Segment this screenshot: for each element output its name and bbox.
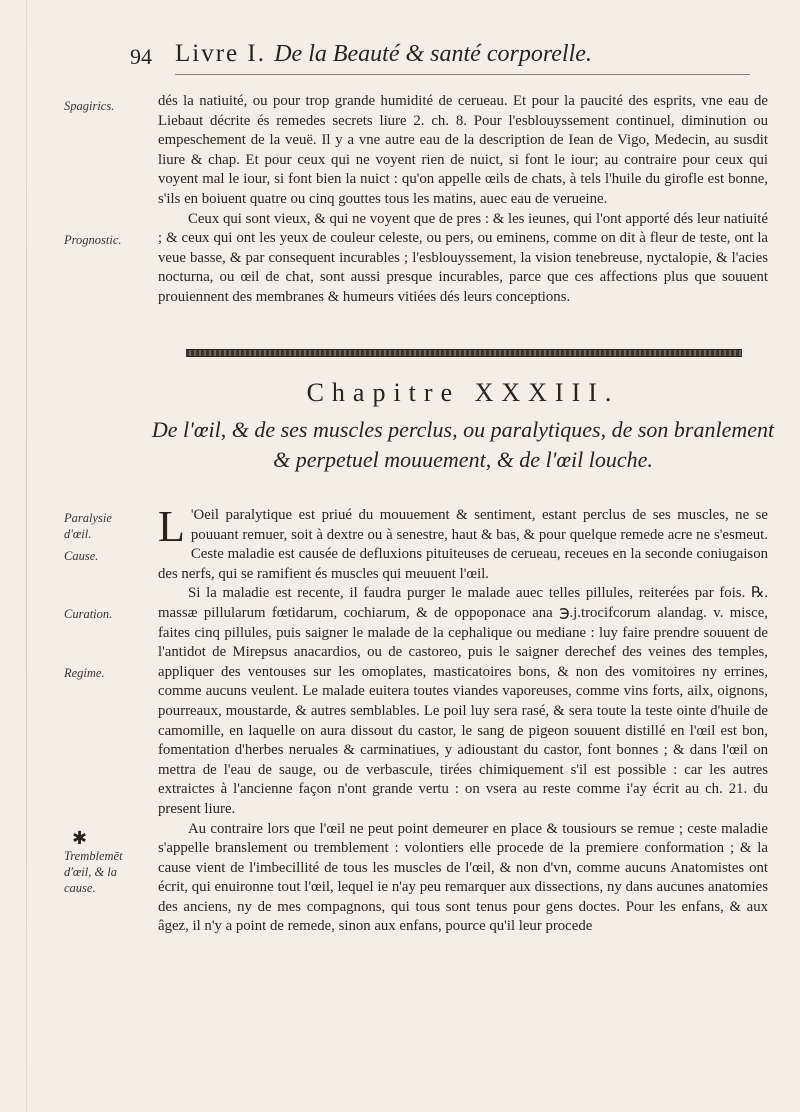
chapter-paragraph-1-text: 'Oeil paralytique est priué du mouuement & sentiment, estant perclus de ses muscles, ne se pouuant remuer, soit à dextre ou à senestre, haut & bas, & pour quelque remede acre ne s'esmeut. Ceste maladie est causée de defluxions pituiteuses de cerueau, receues en la seconde coniugaison des nerfs, qui se ramifient és muscles qui meuuent l'œil.	[158, 507, 768, 582]
margin-note-curation: Curation.	[64, 607, 113, 621]
top-text	[158, 92, 768, 308]
margin-note-trembling: Tremblemēt d'œil, & la cause.	[64, 849, 123, 895]
head-rule	[175, 74, 750, 75]
asterisk-mark: ✱	[72, 828, 88, 849]
top-paragraph-1: dés la natiuité, ou pour trop grande humidité de cerueau. Et pour la paucité des esprits, vne eau de Liebaut décrite és remedes secrets liure 2. ch. 8. Pour l'esblouyssement continuel, diminution ou empeschement de la veuë. Il y a vne autre eau de la description de Iean de Vigo, Medecin, au susdit liure & chap. Et pour ceux qui ne voyent rien de nuict, si font le iour; au contraire pour ceux qui voyent mal le iour, si font bien la nuict : qu'on appelle œils de chats, à tels l'huile du girofle est bonne, s'ils en boiuent quatre ou cinq gouttes tous les matins, auec eau de verueine.	[158, 93, 768, 207]
running-title	[175, 40, 592, 68]
chapter-paragraph-1	[158, 502, 768, 584]
margin-note-spagiric: Spagirics.	[64, 99, 115, 113]
drop-cap: L	[158, 502, 185, 551]
binding-shadow	[26, 0, 27, 1112]
book-title: De la Beauté & santé corporelle.	[274, 41, 592, 67]
ornamental-rule	[186, 349, 742, 357]
margin-note-paralysis: Paralysie d'œil.	[64, 511, 112, 541]
margin-note-cause: Cause.	[64, 549, 99, 563]
book-label: Livre I.	[175, 40, 266, 67]
chapter-subtitle: De l'œil, & de ses muscles perclus, ou paralytiques, de son branlement & perpetuel mouuement, & de l'œil louche.	[151, 417, 775, 472]
top-paragraph-2: Ceux qui sont vieux, & qui ne voyent que de pres : & les ieunes, qui l'ont apporté dés leur natiuité ; & ceux qui ont les yeux de couleur celeste, ou pers, ou eminens, comme on dit à fleur de teste, ont la veue basse, & par consequent incurables ; l'esblouyssement, la vision tenebreuse, nyctalopie, & l'acies nocturna, ou œil de chat, sont aussi presque incurables, parce que ces affections plus que souuent prouiennent des membranes & humeurs vitiées dés leurs conceptions.	[158, 210, 768, 305]
margin-note-prognostic: Prognostic.	[64, 233, 122, 247]
chapter-text	[158, 502, 768, 937]
chapter-paragraph-2: Si la maladie est recente, il faudra purger le malade auec telles pillules, reiterées par fois. ℞. massæ pillularum fœtidarum, cochiarum, & de oppoponace ana ℈.j.trocifcorum alandag. v. misce, faites cinq pillules, puis saigner le malade de la cephalique ou mediane : luy faire prendre souuent de l'antidot de Mirepsus anacardios, ou de castoreo, puis le saigner derechef des veines des temples, appliquer des ventouses sur les omoplates, masticatoires bons, & non des vomitoires ny errines, comme aucuns veulent. Le malade euitera toutes viandes vaporeuses, comme vins forts, ailx, oignons, pourreaux, moustarde, & autres semblables. Le poil luy sera rasé, & sera toute la teste ointe d'huile de camomille, en laquelle on aura dissout du castor, le sang de pigeon souuent distillé en l'œil est bon, fomentation d'herbes neruales & carminatiues, y adioustant du castor, font bonnes ; & dans l'œil on mettra de l'eau de sauge, ou de verbascule, tirées chimiquement s'il est possible : car les autres extraictes à l'ancienne façon n'ont grande vertu : on vsera au reste comme i'ay écrit au ch. 21. du present liure.	[158, 585, 768, 817]
running-head	[130, 40, 750, 74]
chapter-paragraph-3: Au contraire lors que l'œil ne peut point demeurer en place & tousiours se remue ; ceste maladie s'appelle branslement ou tremblement : volontiers elle procede de la premiere conformation ; & la cause vient de l'imbecillité de tous les muscles de l'œil, & non d'vn, comme aucuns Anatomistes ont écrit, qui enuironne tout l'œil, lequel ie n'ay peu remarquer aux dissections, ny dans aucunes anatomies des anciens, ny de mes compagnons, qui tous sont tenus pour gens doctes. Pour les enfans, & aux âgez, il n'y a point de remede, sinon aux enfans, pource qu'il leur procede	[158, 820, 768, 935]
margin-note-regime: Regime.	[64, 666, 105, 680]
chapter-heading: Chapitre XXXIII.	[306, 378, 620, 407]
page-number: 94	[130, 44, 152, 69]
